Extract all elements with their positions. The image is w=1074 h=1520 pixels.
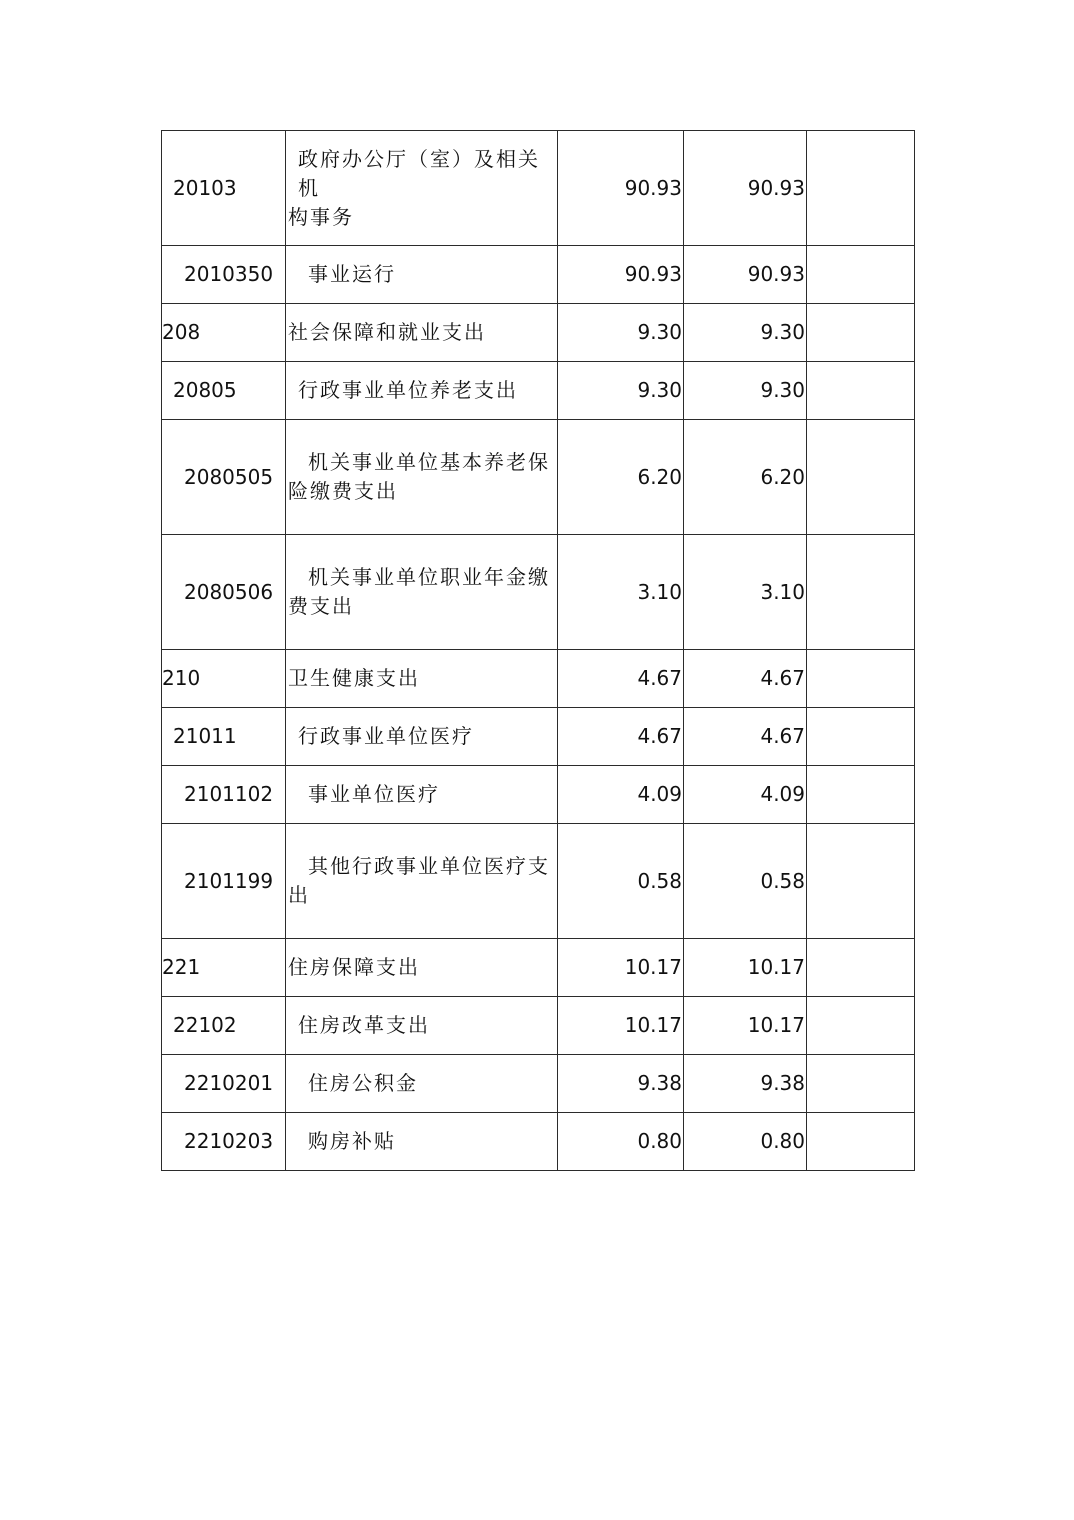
amount-project: [807, 535, 915, 650]
subject-name: 事业单位医疗: [286, 766, 558, 824]
subject-code: 208: [162, 304, 286, 362]
amount-total: 6.20: [558, 420, 684, 535]
amount-project: [807, 246, 915, 304]
subject-code: 210: [162, 650, 286, 708]
subject-code: 2101102: [162, 766, 286, 824]
amount-basic: 6.20: [684, 420, 807, 535]
table-row: [162, 535, 915, 650]
amount-basic: 10.17: [684, 939, 807, 997]
table-row: [162, 1055, 915, 1113]
subject-name-line1: 政府办公厅（室）及相关机: [298, 146, 540, 200]
table-row: [162, 650, 915, 708]
amount-basic: 9.30: [684, 304, 807, 362]
subject-name: 购房补贴: [286, 1113, 558, 1171]
subject-name: [286, 420, 558, 535]
subject-name: 行政事业单位医疗: [286, 708, 558, 766]
subject-name: [286, 824, 558, 939]
subject-name-line1: 其他行政事业单位医疗支: [308, 854, 550, 878]
amount-basic: 9.38: [684, 1055, 807, 1113]
amount-total: 9.38: [558, 1055, 684, 1113]
amount-project: [807, 939, 915, 997]
subject-name-line1: 机关事业单位基本养老保: [308, 450, 550, 474]
table-row: [162, 939, 915, 997]
subject-code: 221: [162, 939, 286, 997]
amount-project: [807, 650, 915, 708]
subject-name: 卫生健康支出: [286, 650, 558, 708]
subject-name: [286, 131, 558, 246]
amount-total: 10.17: [558, 997, 684, 1055]
table-row: [162, 708, 915, 766]
amount-project: [807, 420, 915, 535]
table-row: [162, 362, 915, 420]
amount-project: [807, 997, 915, 1055]
table-row: [162, 304, 915, 362]
subject-code: 2101199: [162, 824, 286, 939]
amount-project: [807, 304, 915, 362]
amount-project: [807, 1055, 915, 1113]
table-row: [162, 824, 915, 939]
subject-code: 2010350: [162, 246, 286, 304]
subject-name-line2: 出: [288, 883, 310, 907]
amount-basic: 0.58: [684, 824, 807, 939]
amount-basic: 0.80: [684, 1113, 807, 1171]
subject-code: 2210201: [162, 1055, 286, 1113]
amount-total: 0.80: [558, 1113, 684, 1171]
amount-basic: 3.10: [684, 535, 807, 650]
subject-name-line2: 险缴费支出: [288, 479, 398, 503]
budget-expenditure-table: [161, 130, 915, 1171]
amount-total: 4.09: [558, 766, 684, 824]
subject-code: 2080505: [162, 420, 286, 535]
amount-total: 4.67: [558, 650, 684, 708]
amount-project: [807, 708, 915, 766]
subject-code: 21011: [162, 708, 286, 766]
subject-code: 20103: [162, 131, 286, 246]
subject-name: 行政事业单位养老支出: [286, 362, 558, 420]
subject-name-line2: 构事务: [288, 204, 354, 229]
subject-name: 事业运行: [286, 246, 558, 304]
subject-name: 社会保障和就业支出: [286, 304, 558, 362]
amount-total: 10.17: [558, 939, 684, 997]
amount-total: 90.93: [558, 246, 684, 304]
table-row: [162, 246, 915, 304]
table-row: [162, 420, 915, 535]
amount-project: [807, 362, 915, 420]
amount-basic: 10.17: [684, 997, 807, 1055]
subject-code: 2080506: [162, 535, 286, 650]
amount-basic: 90.93: [684, 131, 807, 246]
amount-project: [807, 824, 915, 939]
amount-basic: 4.67: [684, 650, 807, 708]
amount-total: 9.30: [558, 362, 684, 420]
subject-name-line1: 机关事业单位职业年金缴: [308, 565, 550, 589]
amount-basic: 4.67: [684, 708, 807, 766]
amount-project: [807, 1113, 915, 1171]
subject-name: [286, 535, 558, 650]
amount-total: 0.58: [558, 824, 684, 939]
amount-project: [807, 766, 915, 824]
amount-basic: 4.09: [684, 766, 807, 824]
table-row: [162, 1113, 915, 1171]
subject-name: 住房保障支出: [286, 939, 558, 997]
amount-total: 4.67: [558, 708, 684, 766]
amount-total: 3.10: [558, 535, 684, 650]
subject-name: 住房改革支出: [286, 997, 558, 1055]
subject-code: 2210203: [162, 1113, 286, 1171]
amount-total: 90.93: [558, 131, 684, 246]
table-row: [162, 766, 915, 824]
amount-basic: 9.30: [684, 362, 807, 420]
subject-name-line2: 费支出: [288, 594, 354, 618]
table-row: [162, 997, 915, 1055]
amount-basic: 90.93: [684, 246, 807, 304]
subject-code: 20805: [162, 362, 286, 420]
amount-project: [807, 131, 915, 246]
subject-name: 住房公积金: [286, 1055, 558, 1113]
subject-code: 22102: [162, 997, 286, 1055]
table-row: [162, 131, 915, 246]
amount-total: 9.30: [558, 304, 684, 362]
